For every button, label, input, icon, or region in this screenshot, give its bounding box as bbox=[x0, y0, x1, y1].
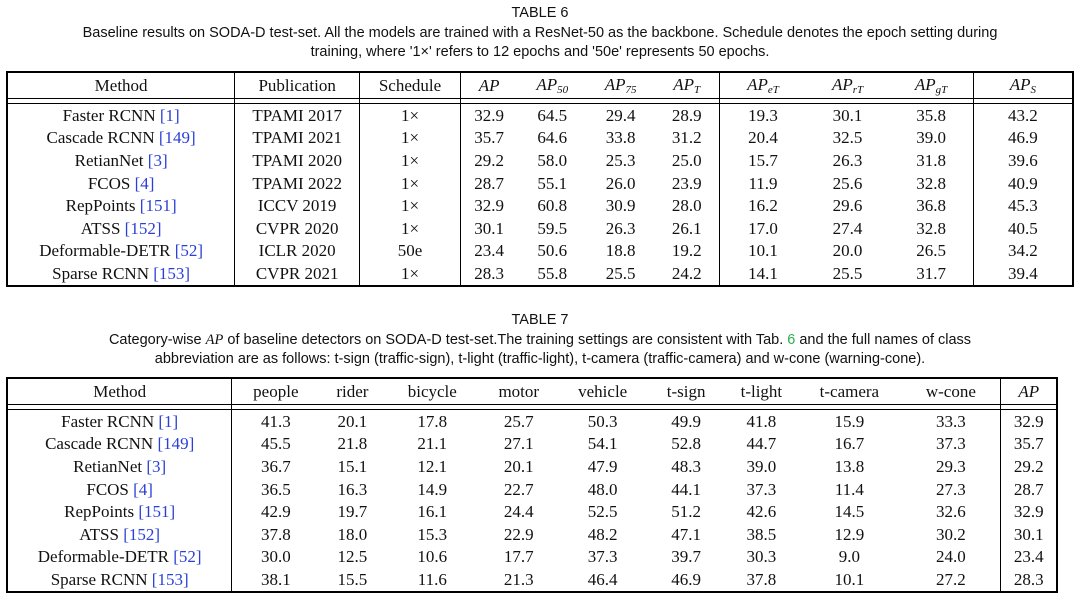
value-cell: 30.3 bbox=[746, 547, 777, 567]
value-cell: 64.6 bbox=[537, 128, 568, 148]
value-cell: 16.1 bbox=[417, 502, 448, 522]
value-cell: 26.5 bbox=[916, 241, 946, 261]
table6-header-row bbox=[7, 72, 1073, 99]
value-cell: 19.2 bbox=[671, 241, 702, 261]
method-name: FCOS bbox=[87, 173, 135, 193]
value-cell: 59.5 bbox=[537, 218, 568, 238]
table6-header-ap50: $AP_{50}$ bbox=[517, 72, 587, 99]
value-cell: 27.2 bbox=[901, 568, 1001, 592]
value-cell: 15.3 bbox=[417, 524, 448, 544]
schedule-cell: 1× bbox=[360, 172, 461, 195]
schedule-cell: 1× bbox=[360, 104, 461, 127]
value-cell: 39.0 bbox=[916, 128, 946, 148]
value-cell: 24.0 bbox=[935, 547, 966, 567]
value-cell: 32.6 bbox=[935, 502, 966, 522]
table-row bbox=[7, 523, 1057, 546]
value-cell: 52.5 bbox=[587, 502, 618, 522]
table6-header-apgt: $AP_{gT}$ bbox=[889, 72, 973, 99]
table7-header-cell: rider bbox=[319, 378, 385, 405]
value-cell: 32.9 bbox=[460, 104, 517, 127]
table7-header-cell: t-light bbox=[725, 378, 797, 405]
method-name: RetianNet bbox=[73, 456, 147, 476]
citation-link[interactable]: [153] bbox=[151, 569, 189, 589]
table-row bbox=[7, 127, 1073, 150]
value-cell: 15.9 bbox=[798, 410, 902, 433]
value-cell: 29.4 bbox=[587, 104, 654, 127]
citation-link[interactable]: [151] bbox=[138, 502, 176, 522]
value-cell: 33.3 bbox=[901, 410, 1001, 433]
method-cell bbox=[7, 217, 235, 240]
value-cell: 35.7 bbox=[460, 127, 517, 150]
publication-cell: ICCV 2019 bbox=[235, 194, 360, 217]
value-cell: 12.1 bbox=[417, 456, 448, 476]
value-cell: 50.3 bbox=[558, 410, 647, 433]
table6 bbox=[6, 71, 1074, 287]
value-cell: 35.8 bbox=[889, 104, 973, 127]
method-name: Deformable-DETR bbox=[37, 547, 174, 567]
value-cell: 25.0 bbox=[671, 150, 702, 170]
value-cell: 39.6 bbox=[973, 149, 1073, 172]
value-cell: 44.1 bbox=[671, 479, 701, 499]
method-cell bbox=[7, 149, 235, 172]
method-name: RepPoints bbox=[65, 196, 140, 216]
value-cell: 33.8 bbox=[605, 128, 636, 148]
value-cell: 22.9 bbox=[503, 524, 534, 544]
method-cell bbox=[7, 568, 232, 592]
value-cell: 21.1 bbox=[417, 434, 448, 454]
value-cell: 30.2 bbox=[935, 524, 966, 544]
table-row bbox=[7, 410, 1057, 433]
value-cell: 43.2 bbox=[973, 104, 1073, 127]
value-cell: 20.0 bbox=[832, 241, 863, 261]
value-cell: 27.1 bbox=[503, 434, 534, 454]
method-cell bbox=[7, 194, 235, 217]
value-cell: 10.1 bbox=[720, 240, 806, 263]
table6-label: TABLE 6 bbox=[511, 5, 569, 21]
value-cell: 23.4 bbox=[1001, 546, 1057, 569]
citation-link[interactable]: [149] bbox=[158, 128, 196, 148]
value-cell: 37.3 bbox=[587, 547, 618, 567]
value-cell: 10.6 bbox=[417, 547, 448, 567]
value-cell: 25.3 bbox=[605, 150, 636, 170]
value-cell: 47.1 bbox=[671, 524, 701, 544]
value-cell: 46.9 bbox=[647, 568, 725, 592]
method-cell bbox=[7, 127, 235, 150]
value-cell: 30.0 bbox=[232, 546, 320, 569]
value-cell: 27.3 bbox=[935, 479, 966, 499]
value-cell: 20.4 bbox=[720, 127, 806, 150]
value-cell: 25.6 bbox=[832, 173, 863, 193]
value-cell: 28.7 bbox=[460, 172, 517, 195]
value-cell: 27.4 bbox=[832, 218, 863, 238]
table7-header-cell: motor bbox=[479, 378, 558, 405]
value-cell: 51.2 bbox=[671, 502, 701, 522]
schedule-cell: 1× bbox=[360, 149, 461, 172]
citation-link[interactable]: [153] bbox=[153, 263, 191, 283]
schedule-cell: 50e bbox=[360, 240, 461, 263]
value-cell: 14.5 bbox=[834, 502, 865, 522]
table6-caption-line1: Baseline results on SODA-D test-set. All the models are trained with a ResNet-50 as the backbone. Schedule denotes the epoch setting during bbox=[82, 25, 998, 41]
citation-link[interactable]: [151] bbox=[139, 196, 177, 216]
value-cell: 48.2 bbox=[587, 524, 618, 544]
value-cell: 30.1 bbox=[460, 217, 517, 240]
value-cell: 29.2 bbox=[1001, 455, 1057, 478]
schedule-cell: 1× bbox=[360, 194, 461, 217]
method-name: Cascade RCNN bbox=[45, 434, 158, 454]
table6-caption-line2: training, where '1×' refers to 12 epochs and '50e' represents 50 epochs. bbox=[310, 44, 770, 60]
method-cell bbox=[7, 104, 235, 127]
table-ref-link[interactable]: 6 bbox=[787, 332, 796, 348]
table-row bbox=[7, 500, 1057, 523]
value-cell: 37.8 bbox=[232, 523, 320, 546]
citation-link[interactable]: [4] bbox=[134, 173, 155, 193]
value-cell: 32.9 bbox=[1001, 410, 1057, 433]
value-cell: 34.2 bbox=[973, 240, 1073, 263]
method-name: Cascade RCNN bbox=[46, 128, 159, 148]
value-cell: 16.7 bbox=[834, 434, 865, 454]
value-cell: 29.3 bbox=[935, 456, 966, 476]
method-name: ATSS bbox=[79, 524, 124, 544]
value-cell: 20.1 bbox=[319, 410, 385, 433]
table6-caption bbox=[0, 24, 1080, 62]
value-cell: 46.9 bbox=[973, 127, 1073, 150]
value-cell: 38.1 bbox=[232, 568, 320, 592]
value-cell: 20.1 bbox=[503, 456, 534, 476]
citation-link[interactable]: [1] bbox=[159, 105, 180, 125]
table7-header-cell: t-camera bbox=[798, 378, 902, 405]
citation-link[interactable]: [52] bbox=[173, 547, 202, 567]
method-name: Faster RCNN bbox=[61, 411, 159, 431]
table-row bbox=[7, 217, 1073, 240]
value-cell: 40.9 bbox=[973, 172, 1073, 195]
value-cell: 23.9 bbox=[671, 173, 702, 193]
value-cell: 49.9 bbox=[647, 410, 725, 433]
method-name: Faster RCNN bbox=[62, 105, 160, 125]
value-cell: 24.2 bbox=[654, 262, 720, 286]
value-cell: 14.9 bbox=[417, 479, 448, 499]
schedule-cell: 1× bbox=[360, 127, 461, 150]
value-cell: 31.7 bbox=[889, 262, 973, 286]
value-cell: 17.7 bbox=[503, 547, 534, 567]
citation-link[interactable]: [4] bbox=[133, 479, 153, 499]
method-name: Sparse RCNN bbox=[50, 569, 152, 589]
value-cell: 36.8 bbox=[916, 196, 946, 216]
value-cell: 14.1 bbox=[720, 262, 806, 286]
table-row bbox=[7, 568, 1057, 592]
publication-cell: TPAMI 2017 bbox=[235, 104, 360, 127]
value-cell: 48.0 bbox=[587, 479, 618, 499]
table7-caption-line1: Category-wise AP of baseline detectors on SODA-D test-set.The training settings are consistent with Tab. 6 and the full names of class bbox=[108, 332, 972, 348]
value-cell: 44.7 bbox=[746, 434, 777, 454]
table7-caption bbox=[0, 331, 1080, 369]
value-cell: 15.7 bbox=[720, 149, 806, 172]
value-cell: 32.8 bbox=[916, 173, 946, 193]
value-cell: 39.0 bbox=[746, 456, 777, 476]
table7-label: TABLE 7 bbox=[511, 312, 569, 328]
publication-cell: TPAMI 2020 bbox=[235, 149, 360, 172]
table-row bbox=[7, 240, 1073, 263]
table7-caption-line2: abbreviation are as follows: t-sign (traffic-sign), t-light (traffic-light), t-camera (traffic-camera) and w-cone (warning-cone). bbox=[154, 351, 926, 367]
value-cell: 32.9 bbox=[460, 194, 517, 217]
value-cell: 48.3 bbox=[671, 456, 701, 476]
schedule-cell: 1× bbox=[360, 217, 461, 240]
table-row bbox=[7, 149, 1073, 172]
table-row bbox=[7, 262, 1073, 286]
method-name: Sparse RCNN bbox=[52, 263, 154, 283]
method-cell bbox=[7, 262, 235, 286]
table7-header-cell: bicycle bbox=[385, 378, 479, 405]
publication-cell: CVPR 2021 bbox=[235, 262, 360, 286]
method-cell bbox=[7, 410, 232, 433]
value-cell: 64.5 bbox=[517, 104, 587, 127]
value-cell: 45.3 bbox=[973, 194, 1073, 217]
value-cell: 18.8 bbox=[605, 241, 636, 261]
table7-header-cell: t-sign bbox=[647, 378, 725, 405]
value-cell: 11.9 bbox=[720, 172, 806, 195]
method-cell bbox=[7, 240, 235, 263]
value-cell: 28.9 bbox=[654, 104, 720, 127]
value-cell: 26.3 bbox=[832, 150, 863, 170]
value-cell: 17.8 bbox=[385, 410, 479, 433]
value-cell: 32.5 bbox=[832, 128, 863, 148]
value-cell: 26.1 bbox=[671, 218, 702, 238]
value-cell: 22.7 bbox=[503, 479, 534, 499]
table-row bbox=[7, 546, 1057, 569]
value-cell: 38.5 bbox=[746, 524, 777, 544]
value-cell: 55.8 bbox=[517, 262, 587, 286]
value-cell: 42.6 bbox=[746, 502, 777, 522]
value-cell: 31.8 bbox=[916, 150, 946, 170]
value-cell: 28.3 bbox=[460, 262, 517, 286]
method-name: FCOS bbox=[86, 479, 134, 499]
method-name: ATSS bbox=[80, 218, 125, 238]
table7 bbox=[6, 377, 1058, 593]
value-cell: 26.3 bbox=[605, 218, 636, 238]
value-cell: 25.5 bbox=[806, 262, 890, 286]
table6-header-schedule: Schedule bbox=[360, 72, 461, 99]
table6-header-ap: AP bbox=[460, 72, 517, 99]
table-row bbox=[7, 194, 1073, 217]
value-cell: 25.5 bbox=[587, 262, 654, 286]
value-cell: 12.9 bbox=[834, 524, 865, 544]
schedule-cell: 1× bbox=[360, 262, 461, 286]
citation-link[interactable]: [3] bbox=[147, 150, 168, 170]
publication-cell: CVPR 2020 bbox=[235, 217, 360, 240]
table-row bbox=[7, 478, 1057, 501]
value-cell: 11.4 bbox=[834, 479, 864, 499]
value-cell: 10.1 bbox=[798, 568, 902, 592]
value-cell: 18.0 bbox=[337, 524, 368, 544]
method-name: RepPoints bbox=[64, 502, 139, 522]
value-cell: 28.0 bbox=[671, 196, 702, 216]
table7-header-cell: vehicle bbox=[558, 378, 647, 405]
value-cell: 54.1 bbox=[587, 434, 618, 454]
value-cell: 40.5 bbox=[973, 217, 1073, 240]
method-cell bbox=[7, 478, 232, 501]
citation-link[interactable]: [3] bbox=[146, 456, 167, 476]
value-cell: 13.8 bbox=[834, 456, 865, 476]
value-cell: 16.3 bbox=[337, 479, 368, 499]
method-name: Deformable-DETR bbox=[39, 241, 175, 261]
value-cell: 16.2 bbox=[720, 194, 806, 217]
publication-cell: ICLR 2020 bbox=[235, 240, 360, 263]
citation-link[interactable]: [152] bbox=[123, 524, 161, 544]
value-cell: 37.8 bbox=[725, 568, 797, 592]
method-cell bbox=[7, 455, 232, 478]
table7-header-row bbox=[7, 378, 1057, 405]
table6-header-aps: $AP_S$ bbox=[973, 72, 1073, 99]
value-cell: 50.6 bbox=[537, 241, 568, 261]
value-cell: 30.1 bbox=[1001, 523, 1057, 546]
publication-cell: TPAMI 2021 bbox=[235, 127, 360, 150]
table7-header-cell: w-cone bbox=[901, 378, 1001, 405]
citation-link[interactable]: [1] bbox=[158, 411, 179, 431]
value-cell: 11.6 bbox=[385, 568, 479, 592]
value-cell: 37.3 bbox=[746, 479, 777, 499]
value-cell: 15.5 bbox=[319, 568, 385, 592]
value-cell: 28.7 bbox=[1001, 478, 1057, 501]
value-cell: 39.4 bbox=[973, 262, 1073, 286]
value-cell: 30.9 bbox=[605, 196, 636, 216]
table6-header-apt: $AP_T$ bbox=[654, 72, 720, 99]
value-cell: 58.0 bbox=[537, 150, 568, 170]
value-cell: 28.3 bbox=[1001, 568, 1057, 592]
value-cell: 24.4 bbox=[503, 502, 534, 522]
value-cell: 37.3 bbox=[935, 434, 966, 454]
value-cell: 19.3 bbox=[720, 104, 806, 127]
value-cell: 21.3 bbox=[479, 568, 558, 592]
table6-header-publication: Publication bbox=[235, 72, 360, 99]
value-cell: 41.3 bbox=[232, 410, 320, 433]
citation-link[interactable]: [52] bbox=[174, 241, 204, 261]
method-name: RetianNet bbox=[74, 150, 148, 170]
value-cell: 29.6 bbox=[832, 196, 863, 216]
table7-header-cell: people bbox=[232, 378, 320, 405]
table-row bbox=[7, 172, 1073, 195]
value-cell: 47.9 bbox=[587, 456, 618, 476]
table-row bbox=[7, 433, 1057, 456]
value-cell: 26.0 bbox=[605, 173, 636, 193]
table6-header-ap75: $AP_{75}$ bbox=[587, 72, 654, 99]
value-cell: 21.8 bbox=[337, 434, 368, 454]
method-cell bbox=[7, 172, 235, 195]
method-cell bbox=[7, 500, 232, 523]
table7-header-cell: AP bbox=[1001, 378, 1057, 405]
value-cell: 52.8 bbox=[671, 434, 701, 454]
value-cell: 36.5 bbox=[232, 478, 320, 501]
value-cell: 15.1 bbox=[337, 456, 368, 476]
value-cell: 39.7 bbox=[671, 547, 701, 567]
citation-link[interactable]: [149] bbox=[157, 434, 195, 454]
value-cell: 36.7 bbox=[232, 455, 320, 478]
table6-header-apet: $AP_{eT}$ bbox=[720, 72, 806, 99]
value-cell: 42.9 bbox=[232, 500, 320, 523]
citation-link[interactable]: [152] bbox=[124, 218, 162, 238]
table6-header-aprt: $AP_{rT}$ bbox=[806, 72, 890, 99]
value-cell: 23.4 bbox=[460, 240, 517, 263]
table7-header-cell: Method bbox=[7, 378, 232, 405]
value-cell: 45.5 bbox=[232, 433, 320, 456]
value-cell: 30.1 bbox=[806, 104, 890, 127]
value-cell: 31.2 bbox=[671, 128, 702, 148]
value-cell: 60.8 bbox=[537, 196, 568, 216]
method-cell bbox=[7, 433, 232, 456]
value-cell: 9.0 bbox=[838, 547, 860, 567]
table-row bbox=[7, 104, 1073, 127]
method-cell bbox=[7, 546, 232, 569]
value-cell: 32.9 bbox=[1001, 500, 1057, 523]
value-cell: 41.8 bbox=[725, 410, 797, 433]
value-cell: 32.8 bbox=[916, 218, 946, 238]
value-cell: 29.2 bbox=[460, 149, 517, 172]
value-cell: 35.7 bbox=[1001, 433, 1057, 456]
value-cell: 17.0 bbox=[720, 217, 806, 240]
value-cell: 55.1 bbox=[537, 173, 568, 193]
publication-cell: TPAMI 2022 bbox=[235, 172, 360, 195]
value-cell: 46.4 bbox=[558, 568, 647, 592]
value-cell: 19.7 bbox=[337, 502, 368, 522]
value-cell: 25.7 bbox=[479, 410, 558, 433]
table6-header-method: Method bbox=[7, 72, 235, 99]
value-cell: 12.5 bbox=[337, 547, 368, 567]
table-row bbox=[7, 455, 1057, 478]
method-cell bbox=[7, 523, 232, 546]
